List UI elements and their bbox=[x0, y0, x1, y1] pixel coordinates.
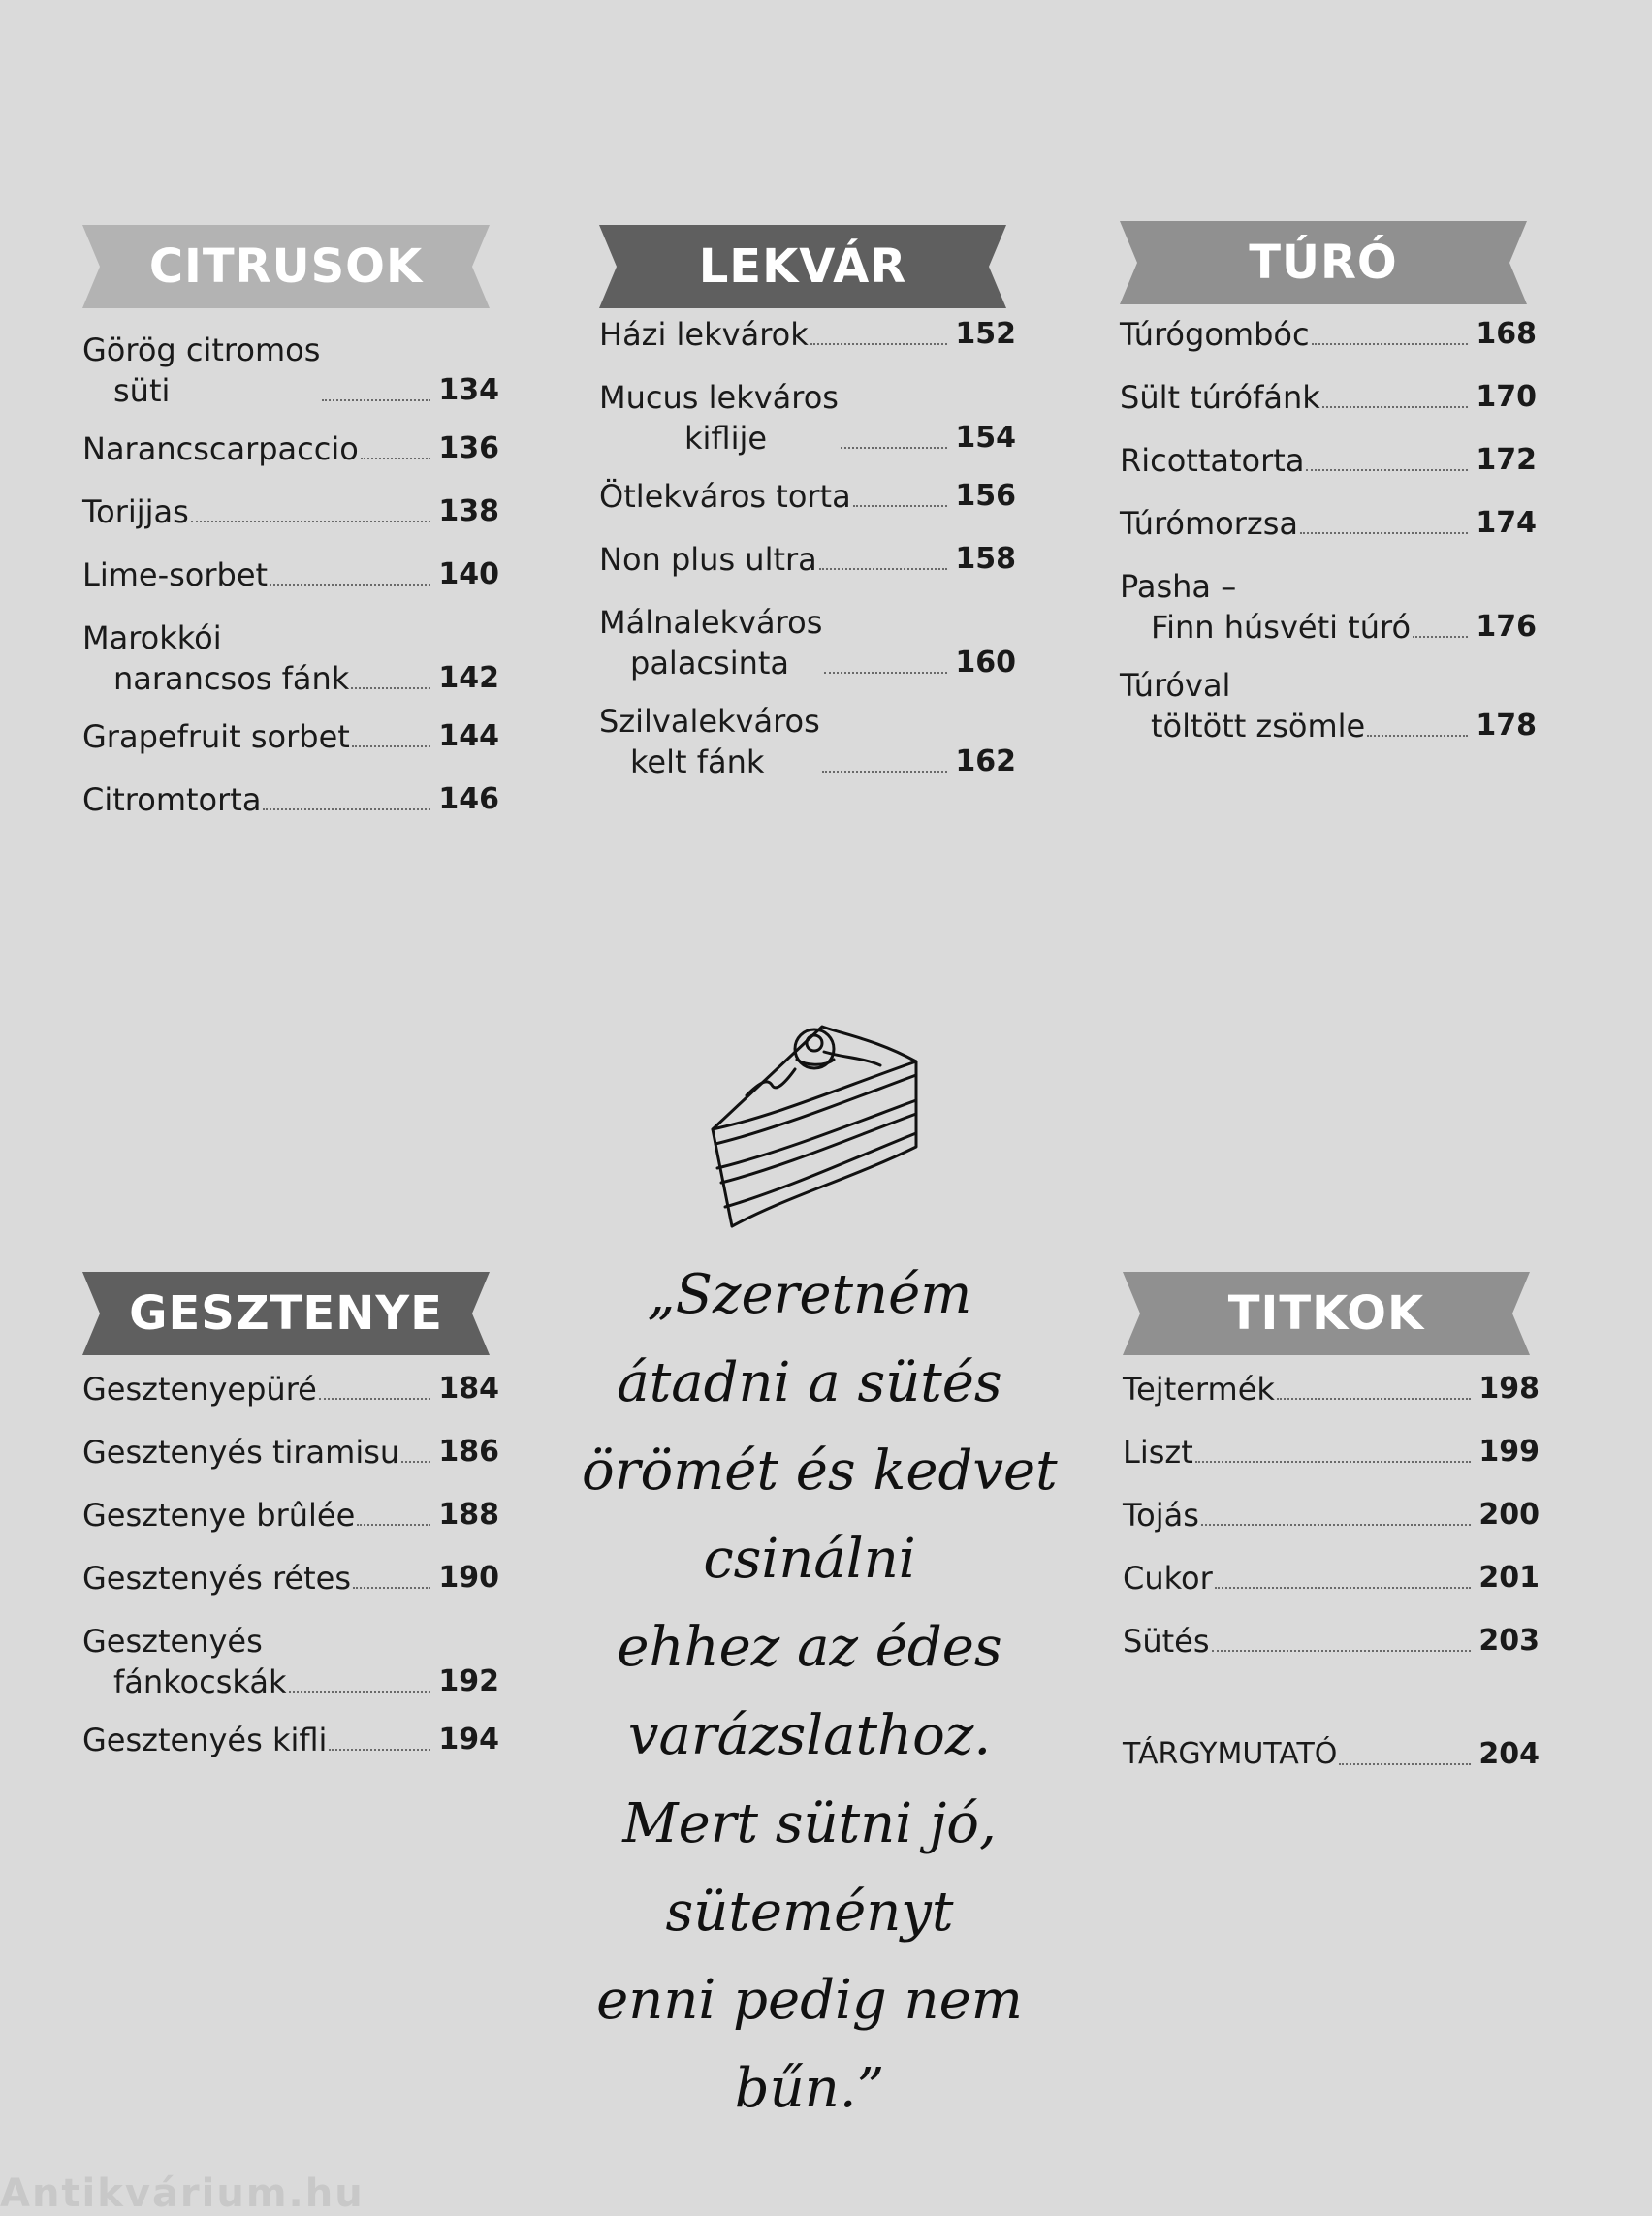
dot-leader bbox=[1277, 1398, 1471, 1400]
page-number: 190 bbox=[438, 1561, 499, 1595]
page-number: 199 bbox=[1478, 1435, 1540, 1469]
toc-entry[interactable] bbox=[82, 554, 499, 595]
quote-line: örömét és kedvet bbox=[582, 1440, 1058, 1503]
entry-title: Túrómorzsa bbox=[1120, 505, 1298, 542]
page-number: 140 bbox=[438, 557, 499, 591]
entry-title-continued: kelt fánk bbox=[630, 744, 765, 780]
page-number: 136 bbox=[438, 431, 499, 465]
page-number: 158 bbox=[955, 542, 1016, 576]
entry-title: Sütés bbox=[1123, 1623, 1210, 1660]
dot-leader bbox=[1413, 636, 1468, 638]
toc-entry[interactable] bbox=[1120, 440, 1537, 481]
entry-title: Túróval bbox=[1120, 667, 1231, 704]
page-number: 204 bbox=[1478, 1737, 1540, 1771]
page-number: 203 bbox=[1478, 1624, 1540, 1658]
page-number: 172 bbox=[1476, 443, 1537, 477]
quote-line: átadni a sütés bbox=[617, 1351, 1002, 1414]
page-number: 168 bbox=[1476, 317, 1537, 351]
page-number: 188 bbox=[438, 1498, 499, 1532]
index-title: TÁRGYMUTATÓ bbox=[1123, 1737, 1338, 1771]
page-number: 192 bbox=[438, 1664, 499, 1698]
entry-title: Non plus ultra bbox=[599, 541, 817, 578]
dot-leader bbox=[401, 1461, 430, 1463]
toc-entry[interactable] bbox=[1120, 566, 1537, 648]
toc-entry[interactable] bbox=[82, 1621, 499, 1702]
cake-slice-illustration bbox=[708, 1023, 931, 1240]
toc-entry[interactable] bbox=[1120, 503, 1537, 544]
entry-title: Cukor bbox=[1123, 1560, 1213, 1597]
entry-title: Grapefruit sorbet bbox=[82, 718, 350, 755]
section-banner bbox=[82, 225, 490, 308]
entry-title: Gesztenyepüré bbox=[82, 1371, 317, 1408]
index-entry[interactable] bbox=[1123, 1734, 1540, 1775]
entry-title: Ricottatorta bbox=[1120, 442, 1305, 479]
page-number: 152 bbox=[955, 317, 1016, 351]
dot-leader bbox=[361, 458, 431, 459]
entry-title: Gesztenyés kifli bbox=[82, 1722, 328, 1758]
entry-title: Narancscarpaccio bbox=[82, 430, 359, 467]
entry-title: Gesztenye brûlée bbox=[82, 1497, 356, 1534]
entry-title: Torijjas bbox=[82, 493, 189, 530]
toc-entry[interactable] bbox=[599, 701, 1016, 782]
watermark: Antikvárium.hu bbox=[0, 2171, 365, 2216]
page-number: 156 bbox=[955, 479, 1016, 513]
entry-title-continued: narancsos fánk bbox=[113, 660, 350, 697]
entry-title: Görög citromos bbox=[82, 332, 321, 368]
page-number: 201 bbox=[1478, 1561, 1540, 1595]
section-banner bbox=[1123, 1272, 1530, 1355]
entry-title: Tejtermék bbox=[1123, 1371, 1275, 1408]
entry-title: Liszt bbox=[1123, 1434, 1193, 1471]
section-banner bbox=[1120, 221, 1527, 304]
dot-leader bbox=[352, 745, 431, 747]
toc-entry[interactable] bbox=[82, 617, 499, 699]
dot-leader bbox=[1300, 532, 1468, 534]
toc-entry[interactable] bbox=[82, 330, 499, 411]
page-number: 160 bbox=[955, 646, 1016, 680]
dot-leader bbox=[1306, 469, 1468, 471]
quote-line: varázslathoz. bbox=[627, 1704, 992, 1767]
dot-leader bbox=[329, 1749, 430, 1751]
toc-entry[interactable] bbox=[1120, 377, 1537, 418]
dot-leader bbox=[191, 521, 431, 522]
section-titkok bbox=[1123, 1272, 1540, 1797]
toc-entry[interactable] bbox=[1123, 1369, 1540, 1409]
entry-list bbox=[1123, 1369, 1540, 1775]
entry-title-continued: palacsinta bbox=[630, 645, 790, 681]
entry-title: Marokkói bbox=[82, 619, 222, 656]
page-number: 176 bbox=[1476, 610, 1537, 644]
page-number: 178 bbox=[1476, 709, 1537, 743]
toc-entry[interactable] bbox=[599, 377, 1016, 459]
page-number: 154 bbox=[955, 421, 1016, 455]
section-title: TITKOK bbox=[1227, 1286, 1425, 1341]
dot-leader bbox=[1367, 735, 1468, 737]
toc-entry[interactable] bbox=[82, 1432, 499, 1472]
section-gesztenye bbox=[82, 1272, 499, 1783]
entry-title: Pasha – bbox=[1120, 568, 1237, 605]
section-turo bbox=[1120, 221, 1537, 769]
toc-entry[interactable] bbox=[1123, 1621, 1540, 1662]
page-number: 162 bbox=[955, 744, 1016, 778]
dot-leader bbox=[1322, 406, 1469, 408]
entry-title: Gesztenyés bbox=[82, 1623, 263, 1660]
dot-leader bbox=[841, 447, 947, 449]
quote-line: ehhez az édes bbox=[617, 1616, 1002, 1679]
page-number: 134 bbox=[438, 373, 499, 407]
dot-leader bbox=[353, 1587, 430, 1589]
entry-title: Gesztenyés rétes bbox=[82, 1560, 351, 1597]
page-number: 144 bbox=[438, 719, 499, 753]
dot-leader bbox=[822, 771, 948, 773]
toc-entry[interactable] bbox=[82, 1720, 499, 1760]
toc-entry[interactable] bbox=[1120, 665, 1537, 746]
dot-leader bbox=[1339, 1763, 1471, 1765]
entry-title-continued: Finn húsvéti túró bbox=[1151, 609, 1412, 646]
section-title: CITRUSOK bbox=[148, 239, 424, 294]
dot-leader bbox=[351, 687, 430, 689]
entry-list bbox=[1120, 314, 1537, 746]
page-number: 194 bbox=[438, 1723, 499, 1757]
toc-entry[interactable] bbox=[1123, 1432, 1540, 1472]
entry-title: Mucus lekváros bbox=[599, 379, 839, 416]
quote-line: „Szeretném bbox=[647, 1263, 972, 1326]
entry-title: Sült túrófánk bbox=[1120, 379, 1320, 416]
dot-leader bbox=[824, 672, 947, 674]
entry-title: Tojás bbox=[1123, 1497, 1199, 1534]
page-number: 198 bbox=[1478, 1372, 1540, 1406]
entry-title: Citromtorta bbox=[82, 781, 262, 818]
dot-leader bbox=[322, 399, 430, 401]
dot-leader bbox=[270, 584, 430, 586]
section-title: TÚRÓ bbox=[1249, 236, 1398, 290]
page-number: 184 bbox=[438, 1372, 499, 1406]
entry-title: Lime-sorbet bbox=[82, 556, 269, 593]
toc-entry[interactable] bbox=[599, 602, 1016, 683]
entry-title: Túrógombóc bbox=[1120, 316, 1310, 353]
section-citrusok bbox=[82, 225, 499, 842]
dot-leader bbox=[289, 1691, 431, 1693]
entry-list bbox=[599, 314, 1016, 782]
toc-entry[interactable] bbox=[82, 491, 499, 532]
entry-title: Málnalekváros bbox=[599, 604, 823, 641]
dot-leader bbox=[357, 1524, 430, 1526]
section-lekvar bbox=[599, 225, 1016, 805]
entry-title: Szilvalekváros bbox=[599, 703, 820, 740]
toc-entry[interactable] bbox=[1123, 1495, 1540, 1535]
page-number: 170 bbox=[1476, 380, 1537, 414]
toc-entry[interactable] bbox=[82, 1558, 499, 1599]
toc-entry[interactable] bbox=[599, 314, 1016, 355]
dot-leader bbox=[1215, 1587, 1472, 1589]
entry-title: Házi lekvárok bbox=[599, 316, 809, 353]
toc-entry[interactable] bbox=[599, 539, 1016, 580]
toc-entry[interactable] bbox=[82, 716, 499, 757]
quote-line: csinálni bbox=[703, 1528, 916, 1591]
section-title: LEKVÁR bbox=[698, 239, 907, 294]
entry-title-continued: kiflije bbox=[684, 420, 768, 457]
page-number: 200 bbox=[1478, 1498, 1540, 1532]
dot-leader bbox=[1201, 1524, 1472, 1526]
quote-line: Mert sütni jó, bbox=[622, 1792, 997, 1855]
entry-list bbox=[82, 330, 499, 820]
toc-entry[interactable] bbox=[82, 1495, 499, 1535]
dot-leader bbox=[1195, 1461, 1472, 1463]
section-banner bbox=[599, 225, 1006, 308]
entry-title-continued: süti bbox=[113, 372, 171, 409]
toc-entry[interactable] bbox=[82, 779, 499, 820]
page-number: 138 bbox=[438, 494, 499, 528]
dot-leader bbox=[819, 568, 948, 570]
quote-block bbox=[582, 1250, 1058, 2133]
page-number: 146 bbox=[438, 782, 499, 816]
page-number: 186 bbox=[438, 1435, 499, 1469]
toc-entry[interactable] bbox=[599, 476, 1016, 517]
entry-list bbox=[82, 1369, 499, 1760]
page-number: 174 bbox=[1476, 506, 1537, 540]
entry-title-continued: töltött zsömle bbox=[1151, 708, 1366, 744]
entry-title: Gesztenyés tiramisu bbox=[82, 1434, 400, 1471]
quote-line: süteményt bbox=[665, 1881, 954, 1944]
toc-entry[interactable] bbox=[1123, 1558, 1540, 1599]
quote-line: enni pedig nem bbox=[596, 1969, 1023, 2032]
dot-leader bbox=[853, 505, 948, 507]
dot-leader bbox=[1312, 343, 1469, 345]
section-title: GESZTENYE bbox=[129, 1286, 443, 1341]
toc-entry[interactable] bbox=[82, 428, 499, 469]
entry-title: Ötlekváros torta bbox=[599, 478, 851, 515]
section-banner bbox=[82, 1272, 490, 1355]
toc-entry[interactable] bbox=[82, 1369, 499, 1409]
dot-leader bbox=[810, 343, 948, 345]
page-number: 142 bbox=[438, 661, 499, 695]
quote-line: bűn.” bbox=[734, 2057, 885, 2120]
toc-entry[interactable] bbox=[1120, 314, 1537, 355]
dot-leader bbox=[1212, 1650, 1472, 1652]
dot-leader bbox=[319, 1398, 431, 1400]
entry-title-continued: fánkocskák bbox=[113, 1663, 287, 1700]
dot-leader bbox=[263, 808, 430, 810]
